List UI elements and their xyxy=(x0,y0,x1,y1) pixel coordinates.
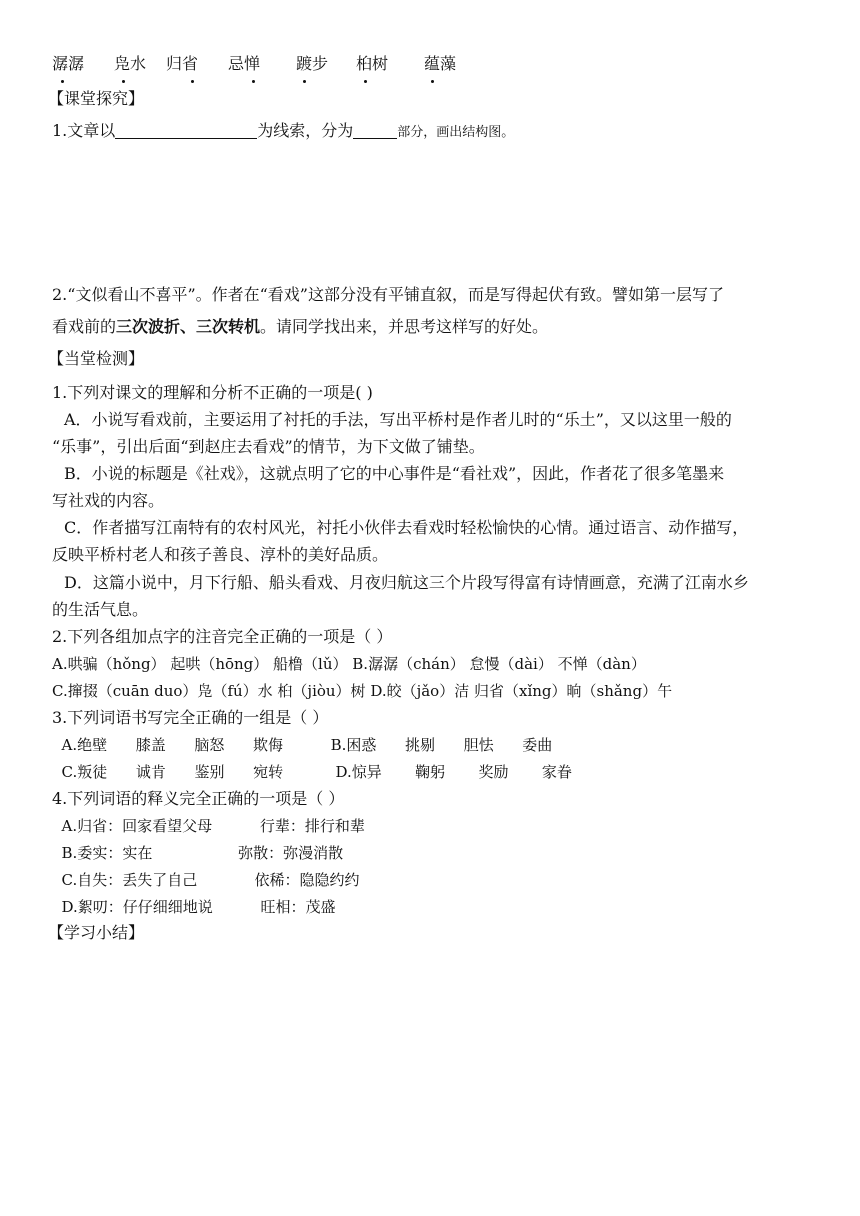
answer-blank[interactable] xyxy=(353,120,397,139)
test-q3: 3.下列词语书写完全正确的一组是（ ） xyxy=(52,708,329,727)
test-q4-option: D.絮叨：仔仔细细地说 旺相：茂盛 xyxy=(52,898,336,916)
test-q4-option: B.委实：实在 弥散：弥漫消散 xyxy=(52,844,344,862)
test-q1-option: 反映平桥村老人和孩子善良、淳朴的美好品质。 xyxy=(52,545,389,564)
emphasis-dot xyxy=(122,80,125,83)
vocab-word: 潺潺 xyxy=(52,54,85,73)
question-2-line1: 2.“文似看山不喜平”。作者在“看戏”这部分没有平铺直叙，而是写得起伏有致。譬如第一层写了 xyxy=(52,285,724,304)
answer-blank[interactable] xyxy=(115,120,257,139)
test-q1-option: B．小说的标题是《社戏》，这就点明了它的中心事件是“看社戏”，因此，作者花了很多笔墨来 xyxy=(64,464,725,483)
vocab-word: 蕴藻 xyxy=(424,54,457,73)
q2-text: 。请同学找出来，并思考这样写的好处。 xyxy=(260,317,549,336)
test-q3-options: A.绝壁 膝盖 脑怒 欺侮 B.困惑 挑剔 胆怯 委曲 xyxy=(52,736,553,754)
vocab-word: 忌惮 xyxy=(228,54,261,73)
test-q1-option: A．小说写看戏前，主要运用了衬托的手法，写出平桥村是作者儿时的“乐土”，又以这里一般的 xyxy=(64,410,732,429)
test-q1-option: D．这篇小说中，月下行船、船头看戏、月夜归航这三个片段写得富有诗情画意，充满了江南水乡 xyxy=(64,573,749,592)
emphasis-dot xyxy=(303,80,306,83)
emphasis-dot xyxy=(364,80,367,83)
section-heading-check: 【当堂检测】 xyxy=(48,349,145,368)
q1-text-b: 为线索，分为 xyxy=(257,121,354,140)
emphasis-dot xyxy=(431,80,434,83)
q1-text-a: 1.文章以 xyxy=(52,121,116,140)
q2-bold-text: 三次波折、三次转机 xyxy=(116,317,261,336)
question-2-line2 xyxy=(52,316,548,338)
test-q1-option: C．作者描写江南特有的农村风光，衬托小伙伴去看戏时轻松愉快的心情。通过语言、动作描写， xyxy=(64,518,749,537)
test-q4-option: C.自失：丢失了自己 依稀：隐隐约约 xyxy=(52,871,360,889)
test-q1: 1.下列对课文的理解和分析不正确的一项是( ) xyxy=(52,383,373,402)
test-q2-options: C.撺掇（cuān duo）凫（fú）水 桕（jiòu）树 D.皎（jǎo）洁 归省（xǐng）晌（shǎng）午 xyxy=(52,682,673,700)
vocab-word: 踱步 xyxy=(296,54,329,73)
emphasis-dot xyxy=(191,80,194,83)
q2-text: 看戏前的 xyxy=(52,317,117,336)
emphasis-dot xyxy=(61,80,64,83)
test-q1-option: 写社戏的内容。 xyxy=(52,491,165,510)
vocab-word: 桕树 xyxy=(356,54,389,73)
question-1 xyxy=(52,120,514,144)
vocab-word: 归省 xyxy=(166,54,199,73)
emphasis-dot xyxy=(252,80,255,83)
test-q3-options: C.叛徒 诚肯 鉴别 宛转 D.惊异 鞠躬 奖励 家眷 xyxy=(52,763,572,781)
test-q4-option: A.归省：回家看望父母 行辈：排行和辈 xyxy=(52,817,365,835)
test-q1-option: “乐事”，引出后面“到赵庄去看戏”的情节，为下文做了铺垫。 xyxy=(52,437,485,456)
section-heading-explore: 【课堂探究】 xyxy=(48,89,145,108)
test-q4: 4.下列词语的释义完全正确的一项是（ ） xyxy=(52,789,345,808)
q1-text-c: 部分，画出结构图。 xyxy=(397,125,515,140)
section-heading-summary: 【学习小结】 xyxy=(48,923,145,942)
test-q2: 2.下列各组加点字的注音完全正确的一项是（ ） xyxy=(52,627,393,646)
test-q2-options: A.哄骗（hǒng） 起哄（hōng） 船橹（lǔ） B.潺潺（chán） 怠慢（dài） 不惮（dàn） xyxy=(52,655,646,673)
vocab-word: 凫水 xyxy=(114,54,147,73)
test-q1-option: 的生活气息。 xyxy=(52,600,149,619)
